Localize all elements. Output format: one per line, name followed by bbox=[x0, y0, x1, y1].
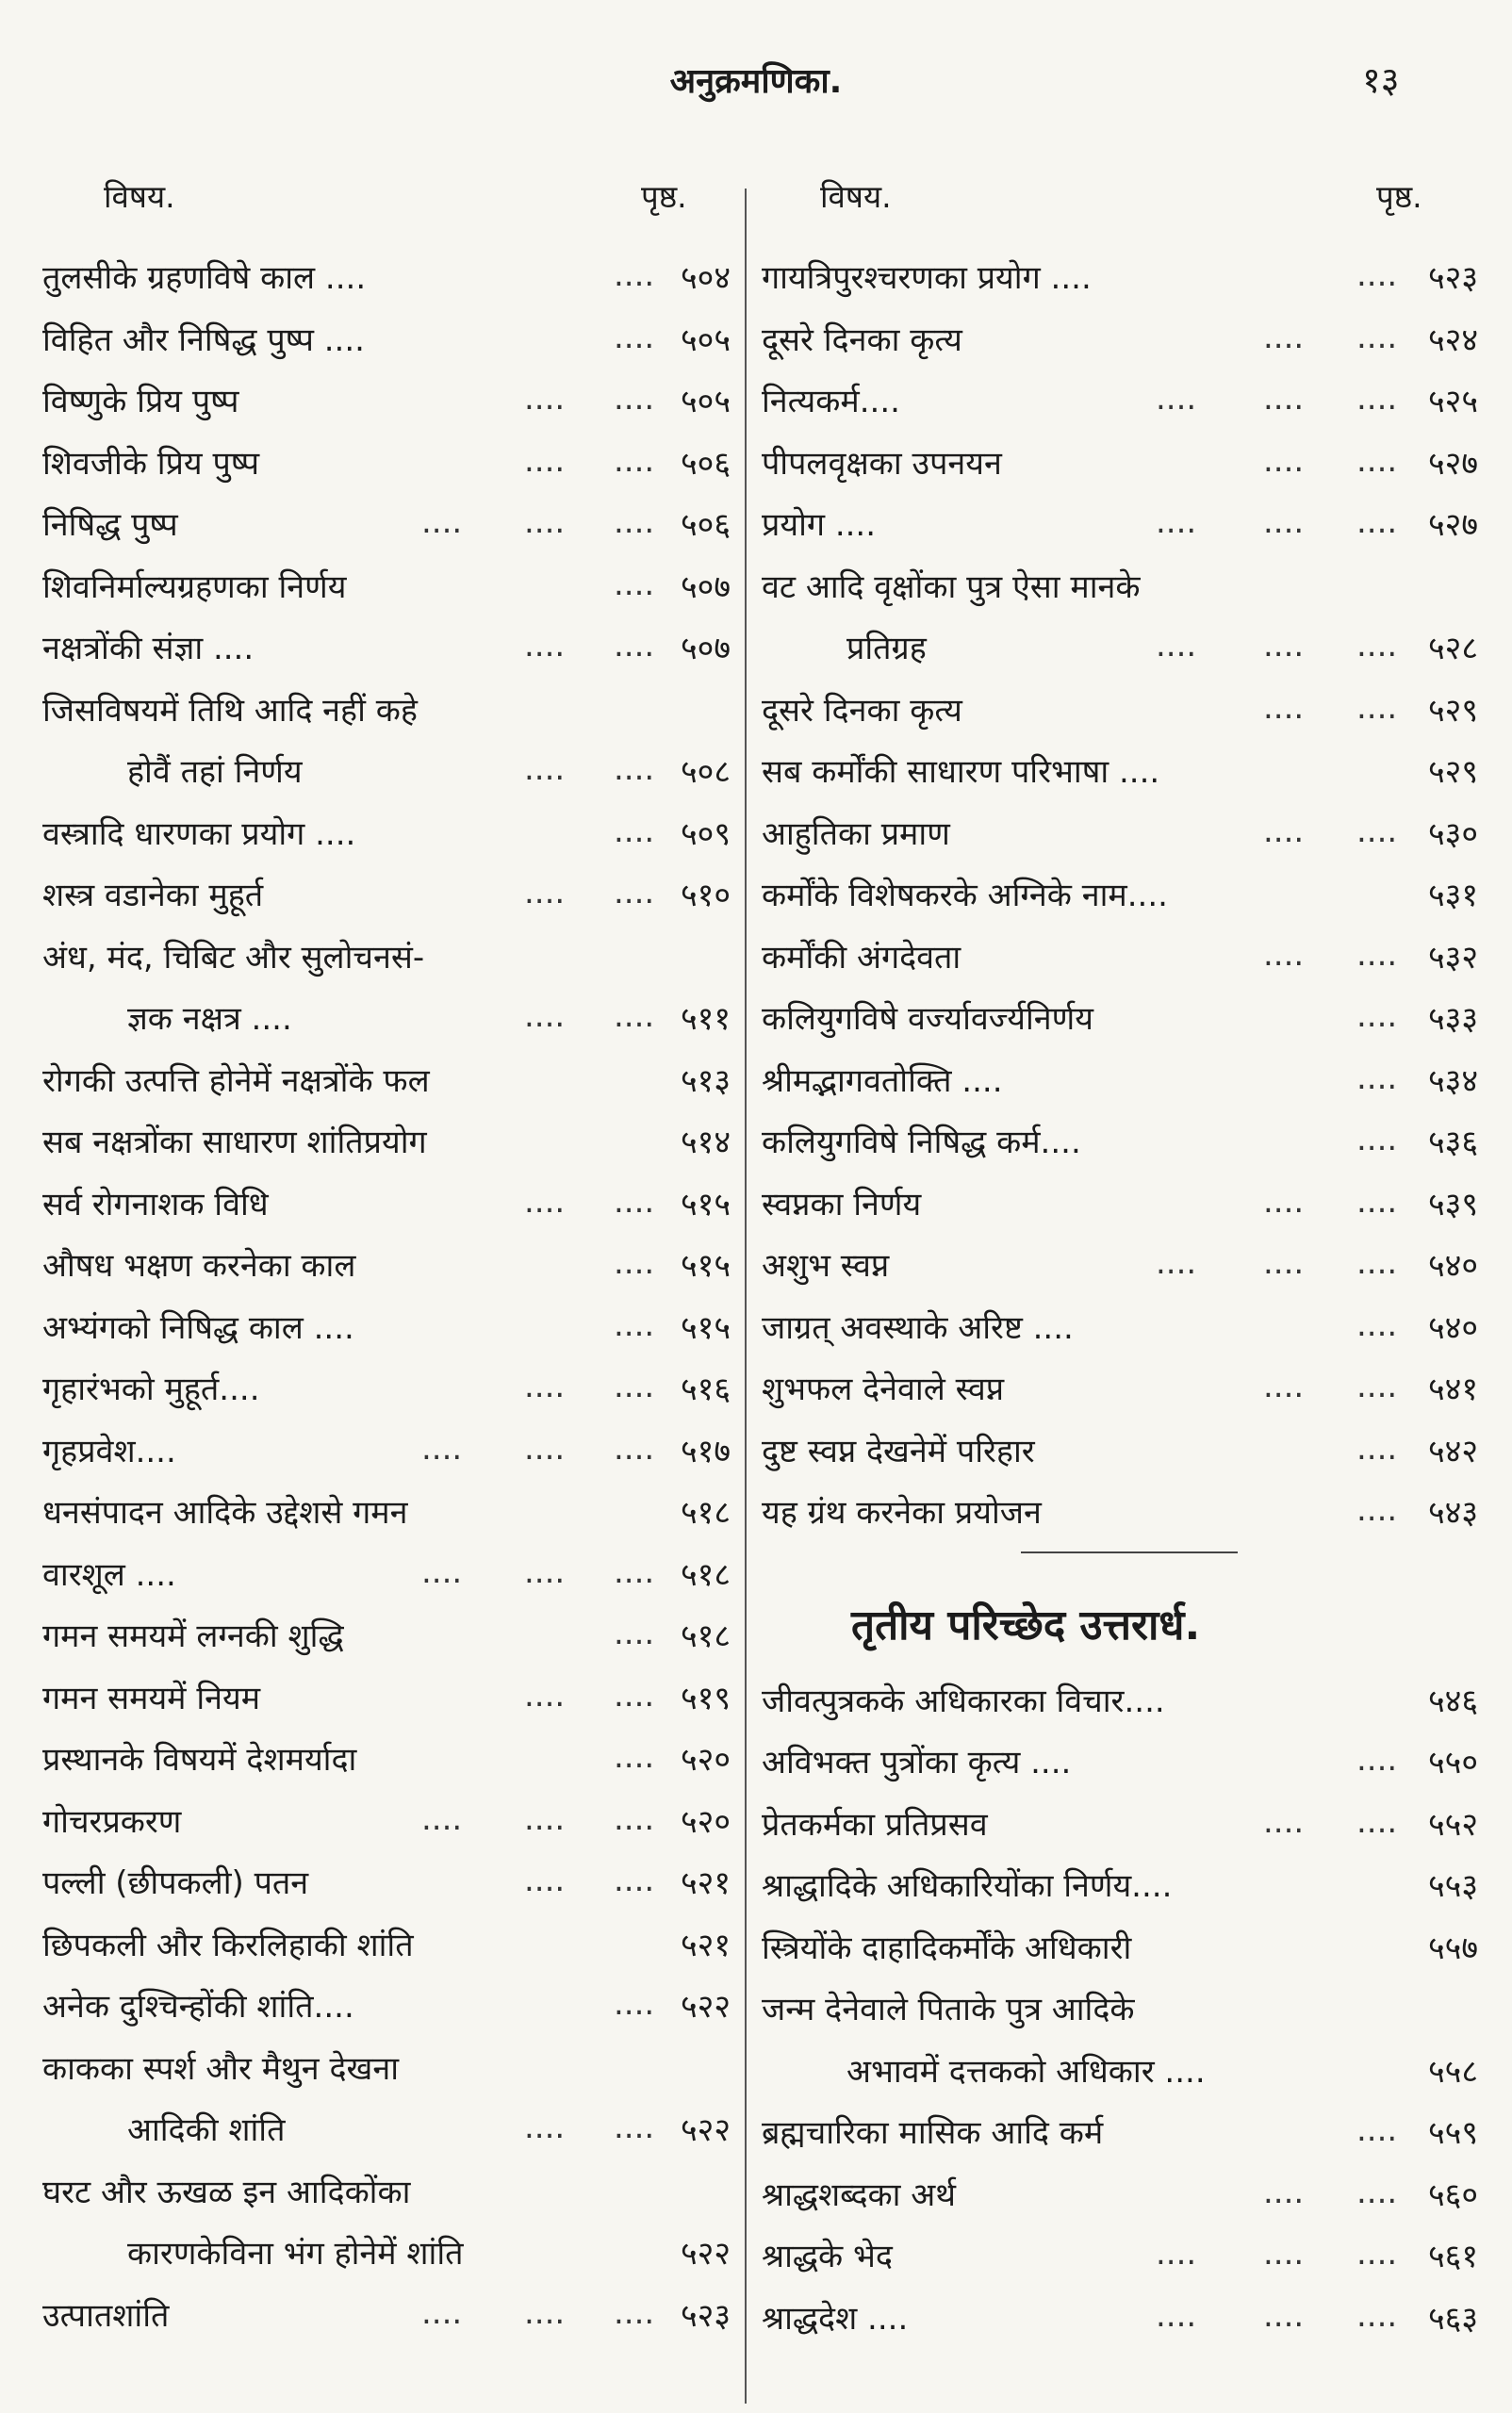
toc-entry bbox=[762, 247, 1478, 309]
toc-entry-page: ५३९ bbox=[1427, 1185, 1478, 1223]
toc-entry-page: ५०९ bbox=[680, 814, 731, 853]
toc-entry bbox=[42, 2285, 731, 2347]
toc-entry-title: स्त्रियोंके दाहादिकर्मोंके अधिकारी bbox=[762, 1929, 1132, 1967]
toc-entry-page: ५४१ bbox=[1427, 1371, 1478, 1408]
toc-entry bbox=[762, 1917, 1478, 1979]
toc-entry-title: पीपलवृक्षका उपनयन bbox=[762, 444, 1002, 483]
dot-leader: .... bbox=[1356, 2111, 1398, 2149]
toc-entry-page: ५१९ bbox=[680, 1679, 731, 1717]
toc-entry bbox=[42, 556, 731, 618]
toc-entry bbox=[42, 1852, 731, 1914]
dot-leader: .... bbox=[614, 1862, 655, 1899]
toc-entry bbox=[762, 1482, 1478, 1544]
toc-entry-page: ५४२ bbox=[1427, 1432, 1478, 1470]
toc-entry-page: ५२५ bbox=[1427, 383, 1478, 420]
toc-entry bbox=[42, 1729, 731, 1791]
toc-entry-page: ५२० bbox=[680, 1802, 731, 1841]
toc-entry-title: वारशूल .... bbox=[42, 1555, 176, 1594]
dot-leader: .... bbox=[524, 1799, 566, 1838]
toc-entry bbox=[42, 1791, 731, 1853]
toc-entry-title: उत्पातशांति bbox=[42, 2296, 170, 2335]
dot-leader: .... bbox=[524, 2109, 566, 2146]
toc-entry-page: ५५० bbox=[1427, 1744, 1478, 1781]
dot-leader: .... bbox=[1263, 2296, 1305, 2335]
toc-entry-page: ५६३ bbox=[1427, 2299, 1478, 2338]
toc-entry-title: विहित और निषिद्ध पुष्प .... bbox=[42, 320, 365, 359]
dot-leader: .... bbox=[1156, 2235, 1197, 2273]
toc-entry-title: जन्म देनेवाले पिताके पुत्र आदिके bbox=[762, 1991, 1135, 2028]
toc-entry-title: दूसरे दिनका कृत्य bbox=[762, 691, 962, 730]
toc-entry-page: ५२२ bbox=[680, 2111, 731, 2149]
dot-leader: .... bbox=[421, 1429, 463, 1468]
toc-entry bbox=[762, 741, 1478, 803]
dot-leader: .... bbox=[1356, 1244, 1398, 1282]
toc-entry-title: पल्ली (छीपकली) पतन bbox=[42, 1864, 309, 1902]
dot-leader: .... bbox=[524, 627, 566, 665]
dot-leader: .... bbox=[421, 2293, 463, 2332]
toc-entry bbox=[762, 1420, 1478, 1483]
dot-leader: .... bbox=[1263, 503, 1305, 541]
dot-leader: .... bbox=[1356, 2173, 1398, 2211]
toc-entry bbox=[42, 2223, 731, 2285]
toc-entry bbox=[762, 433, 1478, 495]
toc-entry-title: श्राद्धादिके अधिकारियोंका निर्णय.... bbox=[762, 1867, 1173, 1905]
dot-leader: .... bbox=[524, 1676, 566, 1715]
toc-entry bbox=[42, 1111, 731, 1174]
toc-entry-title: श्रीमद्भागवतोक्ति .... bbox=[762, 1061, 1003, 1100]
dot-leader: .... bbox=[614, 1368, 655, 1405]
toc-entry-page: ५३३ bbox=[1427, 1000, 1478, 1038]
dot-leader: .... bbox=[1356, 1491, 1398, 1529]
dot-leader: .... bbox=[524, 1429, 566, 1468]
toc-entry-page: ५२१ bbox=[680, 1926, 731, 1964]
toc-entry bbox=[42, 494, 731, 556]
toc-entry-page: ५४३ bbox=[1427, 1494, 1478, 1532]
toc-entry-page: ५४६ bbox=[1427, 1682, 1478, 1720]
toc-entry-title: कलियुगविषे निषिद्ध कर्म.... bbox=[762, 1124, 1081, 1161]
dot-leader: .... bbox=[1263, 1244, 1305, 1282]
toc-entry-page: ५१० bbox=[680, 877, 731, 914]
toc-entry bbox=[42, 2099, 731, 2161]
dot-leader: .... bbox=[1263, 380, 1305, 418]
dot-leader: .... bbox=[1356, 2235, 1398, 2273]
toc-entry-page: ५२७ bbox=[1427, 444, 1478, 483]
dot-leader: .... bbox=[421, 1799, 463, 1838]
dot-leader: .... bbox=[1156, 503, 1197, 541]
toc-entry-page: ५२४ bbox=[1427, 320, 1478, 359]
dot-leader: .... bbox=[614, 1429, 655, 1468]
dot-leader: .... bbox=[1156, 2296, 1197, 2335]
dot-leader: .... bbox=[1356, 997, 1398, 1035]
dot-leader: .... bbox=[1356, 441, 1398, 480]
toc-entry-page: ५१६ bbox=[680, 1371, 731, 1408]
toc-entry bbox=[42, 247, 731, 309]
dot-leader: .... bbox=[421, 503, 463, 541]
dot-leader: .... bbox=[1356, 1059, 1398, 1097]
dot-leader: .... bbox=[1356, 318, 1398, 356]
dot-leader: .... bbox=[614, 2109, 655, 2146]
toc-entry-page: ५१८ bbox=[680, 1494, 731, 1532]
toc-entry-title: अनेक दुश्चिन्होंकी शांति.... bbox=[42, 1988, 354, 2026]
toc-entry-title: तुलसीके ग्रहणविषे काल .... bbox=[42, 259, 367, 297]
toc-entry bbox=[762, 1855, 1478, 1917]
toc-entry-title: जीवत्पुत्रकके अधिकारका विचार.... bbox=[762, 1682, 1165, 1720]
toc-entry bbox=[42, 1914, 731, 1977]
toc-entry-page: ५४० bbox=[1427, 1308, 1478, 1347]
toc-entry bbox=[42, 864, 731, 927]
toc-entry bbox=[762, 2164, 1478, 2226]
toc-entry-title: छिपकली और किरलिहाकी शांति bbox=[42, 1926, 414, 1964]
dot-leader: .... bbox=[1263, 1182, 1305, 1221]
dot-leader: .... bbox=[1263, 318, 1305, 356]
toc-entry-title: सर्व रोगनाशक विधि bbox=[42, 1185, 269, 1223]
toc-entry bbox=[42, 1976, 731, 2038]
dot-leader: .... bbox=[1356, 1121, 1398, 1158]
toc-entry bbox=[762, 803, 1478, 865]
toc-entry-title: कलियुगविषे वर्ज्यावर्ज्यनिर्णय bbox=[762, 1000, 1093, 1038]
toc-entry-page: ५१५ bbox=[680, 1185, 731, 1223]
dot-leader: .... bbox=[614, 812, 655, 850]
toc-entry-title: प्रतिग्रह bbox=[846, 630, 927, 667]
toc-entry-title: अभावमें दत्तकको अधिकार .... bbox=[846, 2052, 1206, 2091]
toc-entry bbox=[42, 1667, 731, 1730]
dot-leader: .... bbox=[614, 1305, 655, 1344]
toc-entry-title: जिसविषयमें तिथि आदि नहीं कहे bbox=[42, 691, 418, 730]
column-divider bbox=[745, 189, 747, 2404]
toc-entry bbox=[762, 370, 1478, 433]
toc-entry-title: गमन समयमें नियम bbox=[42, 1679, 261, 1717]
toc-entry-title: वट आदि वृक्षोंका पुत्र ऐसा मानके bbox=[762, 567, 1141, 606]
toc-entry-title: दुष्ट स्वप्न देखनेमें परिहार bbox=[762, 1432, 1035, 1470]
dot-leader: .... bbox=[614, 750, 655, 788]
toc-entry-page: ५१८ bbox=[680, 1555, 731, 1594]
right-entries-before-section bbox=[762, 247, 1478, 1544]
toc-entry bbox=[762, 864, 1478, 927]
toc-entry-page: ५१७ bbox=[680, 1432, 731, 1470]
toc-entry-page: ५२३ bbox=[1427, 259, 1478, 297]
toc-entry bbox=[762, 1978, 1478, 2041]
toc-entry bbox=[42, 370, 731, 433]
dot-leader: .... bbox=[1356, 1182, 1398, 1221]
toc-entry bbox=[762, 680, 1478, 742]
toc-entry bbox=[42, 617, 731, 680]
toc-entry bbox=[42, 309, 731, 371]
toc-entry-title: गायत्रिपुरश्चरणका प्रयोग .... bbox=[762, 259, 1092, 297]
toc-entry bbox=[42, 1235, 731, 1297]
dot-leader: .... bbox=[1263, 627, 1305, 665]
toc-entry bbox=[42, 1358, 731, 1420]
dot-leader: .... bbox=[524, 1368, 566, 1405]
dot-leader: .... bbox=[1263, 1368, 1305, 1405]
toc-entry bbox=[42, 1544, 731, 1606]
toc-entry-title: विष्णुके प्रिय पुष्प bbox=[42, 383, 239, 420]
toc-entry-page: ५३६ bbox=[1427, 1124, 1478, 1161]
dot-leader: .... bbox=[524, 503, 566, 541]
dot-leader: .... bbox=[614, 627, 655, 665]
toc-entry-page: ५०६ bbox=[680, 506, 731, 544]
dot-leader: .... bbox=[1263, 688, 1305, 727]
toc-entry-page: ५०७ bbox=[680, 567, 731, 606]
dot-leader: .... bbox=[1356, 1368, 1398, 1405]
toc-entry-page: ५०५ bbox=[680, 383, 731, 420]
dot-leader: .... bbox=[1263, 812, 1305, 850]
toc-entry-title: यह ग्रंथ करनेका प्रयोजन bbox=[762, 1494, 1042, 1532]
toc-entry bbox=[762, 494, 1478, 556]
dot-leader: .... bbox=[421, 1552, 463, 1591]
dot-leader: .... bbox=[524, 380, 566, 418]
toc-entry-title: श्राद्धके भेद bbox=[762, 2238, 893, 2275]
toc-entry bbox=[42, 927, 731, 989]
dot-leader: .... bbox=[614, 2293, 655, 2332]
toc-entry-page: ५५२ bbox=[1427, 1805, 1478, 1844]
toc-entry bbox=[762, 1732, 1478, 1794]
dot-leader: .... bbox=[1356, 380, 1398, 418]
right-entries-after-section bbox=[762, 1670, 1478, 2350]
toc-entry-page: ५०६ bbox=[680, 444, 731, 483]
dot-leader: .... bbox=[1356, 256, 1398, 294]
toc-entry bbox=[42, 803, 731, 865]
toc-entry-title: धनसंपादन आदिके उद्देशसे गमन bbox=[42, 1494, 408, 1532]
toc-entry-page: ५२८ bbox=[1427, 630, 1478, 667]
toc-entry-title: निषिद्ध पुष्प bbox=[42, 506, 178, 544]
toc-entry-title: स्वप्नका निर्णय bbox=[762, 1185, 922, 1223]
dot-leader: .... bbox=[524, 1862, 566, 1899]
toc-entry-title: काकका स्पर्श और मैथुन देखना bbox=[42, 2049, 399, 2088]
dot-leader: .... bbox=[614, 1799, 655, 1838]
toc-entry-title: प्रयोग .... bbox=[762, 506, 877, 544]
dot-leader: .... bbox=[1263, 1802, 1305, 1841]
toc-entry-title: कारणकेविना भंग होनेमें शांति bbox=[127, 2235, 464, 2273]
dot-leader: .... bbox=[1356, 935, 1398, 974]
dot-leader: .... bbox=[524, 441, 566, 480]
toc-entry-title: कर्मोंके विशेषकरके अग्निके नाम.... bbox=[762, 877, 1168, 914]
toc-entry-page: ५२२ bbox=[680, 2235, 731, 2273]
dot-leader: .... bbox=[614, 874, 655, 911]
toc-entry bbox=[42, 1605, 731, 1667]
toc-entry bbox=[42, 2161, 731, 2224]
dot-leader: .... bbox=[614, 565, 655, 603]
toc-entry-page: ५०४ bbox=[680, 259, 731, 297]
toc-entry-page: ५६१ bbox=[1427, 2238, 1478, 2275]
toc-entry-title: अविभक्त पुत्रोंका कृत्य .... bbox=[762, 1744, 1072, 1781]
toc-entry bbox=[762, 2102, 1478, 2164]
toc-entry-page: ५२३ bbox=[680, 2296, 731, 2335]
toc-entry bbox=[762, 1670, 1478, 1732]
toc-entry bbox=[762, 2225, 1478, 2288]
dot-leader: .... bbox=[1263, 2235, 1305, 2273]
toc-entry-page: ५०७ bbox=[680, 630, 731, 667]
toc-entry-title: होवैं तहां निर्णय bbox=[127, 753, 303, 791]
toc-entry bbox=[42, 1050, 731, 1112]
toc-entry bbox=[762, 1794, 1478, 1856]
toc-entry-page: ५३१ bbox=[1427, 877, 1478, 914]
toc-entry-title: शुभफल देनेवाले स्वप्न bbox=[762, 1371, 1005, 1408]
toc-entry bbox=[762, 1111, 1478, 1174]
dot-leader: .... bbox=[614, 1985, 655, 2023]
toc-entry bbox=[762, 617, 1478, 680]
toc-entry-title: प्रेतकर्मका प्रतिप्रसव bbox=[762, 1805, 988, 1844]
toc-entry bbox=[42, 1482, 731, 1544]
toc-entry-title: श्राद्धशब्दका अर्थ bbox=[762, 2175, 956, 2214]
toc-entry-title: औषध भक्षण करनेका काल bbox=[42, 1247, 356, 1285]
toc-entry-page: ५३२ bbox=[1427, 938, 1478, 977]
toc-entry-page: ५५७ bbox=[1427, 1929, 1478, 1967]
right-heading-subject: विषय. bbox=[820, 178, 892, 215]
toc-entry-page: ५१८ bbox=[680, 1617, 731, 1655]
left-heading-subject: विषय. bbox=[104, 178, 175, 215]
toc-entry bbox=[762, 1235, 1478, 1297]
toc-entry-title: सब कर्मोंकी साधारण परिभाषा .... bbox=[762, 753, 1160, 791]
toc-entry-title: अंध, मंद, चिबिट और सुलोचनसं- bbox=[42, 938, 425, 977]
page-number: १३ bbox=[1362, 59, 1400, 101]
toc-entry bbox=[42, 433, 731, 495]
dot-leader: .... bbox=[614, 256, 655, 294]
toc-entry-page: ५०५ bbox=[680, 320, 731, 359]
toc-entry-title: शस्त्र वडानेका मुहूर्त bbox=[42, 877, 264, 914]
toc-entry-title: शिवनिर्माल्यग्रहणका निर्णय bbox=[42, 567, 347, 606]
toc-entry bbox=[762, 1358, 1478, 1420]
toc-entry-page: ५१४ bbox=[680, 1124, 731, 1161]
toc-entry bbox=[42, 1420, 731, 1483]
section-heading-text: तृतीय परिच्छेद उत्तरार्ध. bbox=[851, 1600, 1201, 1650]
toc-entry bbox=[762, 309, 1478, 371]
toc-entry-page: ५११ bbox=[680, 1000, 731, 1038]
dot-leader: .... bbox=[1356, 688, 1398, 727]
toc-entry bbox=[42, 2038, 731, 2100]
toc-entry-page: ५५८ bbox=[1427, 2052, 1478, 2091]
toc-entry-page: ५१३ bbox=[680, 1061, 731, 1100]
dot-leader: .... bbox=[524, 874, 566, 911]
dot-leader: .... bbox=[614, 1552, 655, 1591]
toc-entry-page: ५३४ bbox=[1427, 1061, 1478, 1100]
toc-entry-title: नक्षत्रोंकी संज्ञा .... bbox=[42, 630, 255, 667]
dot-leader: .... bbox=[1356, 1802, 1398, 1841]
dot-leader: .... bbox=[614, 1676, 655, 1715]
toc-entry-title: रोगकी उत्पत्ति होनेमें नक्षत्रोंके फल bbox=[42, 1061, 430, 1100]
toc-entry-title: श्राद्धदेश .... bbox=[762, 2299, 909, 2338]
toc-entry-title: नित्यकर्म.... bbox=[762, 383, 900, 420]
dot-leader: .... bbox=[614, 1615, 655, 1652]
toc-entry-title: गोचरप्रकरण bbox=[42, 1802, 182, 1841]
dot-leader: .... bbox=[524, 1182, 566, 1221]
toc-entry-title: प्रस्थानके विषयमें देशमर्यादा bbox=[42, 1741, 357, 1779]
toc-entry bbox=[762, 1050, 1478, 1112]
toc-entry bbox=[762, 556, 1478, 618]
toc-entry bbox=[762, 988, 1478, 1050]
toc-entry-page: ५१५ bbox=[680, 1308, 731, 1347]
dot-leader: .... bbox=[1356, 1429, 1398, 1468]
toc-entry-title: अशुभ स्वप्न bbox=[762, 1247, 890, 1285]
toc-entry bbox=[42, 1297, 731, 1359]
dot-leader: .... bbox=[1263, 2173, 1305, 2211]
dot-leader: .... bbox=[524, 997, 566, 1035]
dot-leader: .... bbox=[524, 1552, 566, 1591]
toc-entry-title: आहुतिका प्रमाण bbox=[762, 814, 950, 853]
dot-leader: .... bbox=[1156, 1244, 1197, 1282]
dot-leader: .... bbox=[614, 503, 655, 541]
left-column bbox=[42, 247, 731, 2346]
toc-entry bbox=[42, 680, 731, 742]
dot-leader: .... bbox=[614, 1244, 655, 1282]
left-heading-page: पृष्ठ. bbox=[641, 178, 687, 215]
dot-leader: .... bbox=[1263, 441, 1305, 480]
toc-entry-title: कर्मोंकी अंगदेवता bbox=[762, 938, 961, 977]
toc-entry-page: ५५३ bbox=[1427, 1867, 1478, 1905]
toc-entry-title: घरट और ऊखळ इन आदिकोंका bbox=[42, 2173, 411, 2211]
dot-leader: .... bbox=[1356, 1305, 1398, 1344]
dot-leader: .... bbox=[524, 2293, 566, 2332]
toc-entry-page: ५२९ bbox=[1427, 691, 1478, 730]
toc-entry-page: ५२९ bbox=[1427, 753, 1478, 791]
running-title: अनुक्रमणिका. bbox=[669, 62, 843, 101]
toc-entry-page: ५२२ bbox=[680, 1988, 731, 2026]
dot-leader: .... bbox=[1156, 627, 1197, 665]
toc-entry-page: ५२१ bbox=[680, 1864, 731, 1902]
dot-leader: .... bbox=[1356, 812, 1398, 850]
toc-entry-page: ५२० bbox=[680, 1741, 731, 1779]
toc-entry-title: गृहारंभको मुहूर्त.... bbox=[42, 1371, 260, 1408]
toc-entry bbox=[762, 927, 1478, 989]
toc-entry-title: आदिकी शांति bbox=[127, 2111, 286, 2149]
toc-entry-title: अभ्यंगको निषिद्ध काल .... bbox=[42, 1308, 354, 1347]
toc-entry bbox=[762, 1174, 1478, 1236]
toc-entry-title: शिवजीके प्रिय पुष्प bbox=[42, 444, 260, 483]
section-heading bbox=[762, 1567, 1478, 1670]
toc-entry-title: दूसरे दिनका कृत्य bbox=[762, 320, 962, 359]
toc-entry-page: ५०८ bbox=[680, 753, 731, 791]
dot-leader: .... bbox=[614, 1738, 655, 1776]
right-heading-page: पृष्ठ. bbox=[1376, 178, 1422, 215]
toc-entry bbox=[42, 1174, 731, 1236]
dot-leader: .... bbox=[614, 380, 655, 418]
toc-entry-page: ५४० bbox=[1427, 1247, 1478, 1285]
dot-leader: .... bbox=[1356, 627, 1398, 665]
dot-leader: .... bbox=[1263, 935, 1305, 974]
toc-entry-page: ५५९ bbox=[1427, 2114, 1478, 2152]
dot-leader: .... bbox=[524, 750, 566, 788]
toc-entry-title: ज्ञक नक्षत्र .... bbox=[127, 1000, 292, 1038]
toc-entry-title: सब नक्षत्रोंका साधारण शांतिप्रयोग bbox=[42, 1124, 427, 1161]
dot-leader: .... bbox=[1356, 2296, 1398, 2335]
toc-entry-title: वस्त्रादि धारणका प्रयोग .... bbox=[42, 814, 356, 853]
toc-entry bbox=[762, 2041, 1478, 2103]
toc-entry-page: ५१५ bbox=[680, 1247, 731, 1285]
dot-leader: .... bbox=[614, 997, 655, 1035]
dot-leader: .... bbox=[614, 1182, 655, 1221]
dot-leader: .... bbox=[1356, 1741, 1398, 1779]
toc-entry-title: ब्रह्मचारिका मासिक आदि कर्म bbox=[762, 2114, 1104, 2152]
toc-entry bbox=[762, 2288, 1478, 2350]
right-column bbox=[762, 247, 1478, 2349]
toc-entry-page: ५६० bbox=[1427, 2175, 1478, 2214]
section-divider-rule bbox=[762, 1544, 1478, 1567]
dot-leader: .... bbox=[614, 318, 655, 356]
toc-entry-page: ५३० bbox=[1427, 814, 1478, 853]
toc-entry-page: ५२७ bbox=[1427, 506, 1478, 544]
toc-entry-title: जाग्रत् अवस्थाके अरिष्ट .... bbox=[762, 1308, 1074, 1347]
toc-entry-title: गमन समयमें लग्नकी शुद्धि bbox=[42, 1617, 344, 1655]
toc-entry bbox=[762, 1297, 1478, 1359]
toc-entry bbox=[42, 988, 731, 1050]
dot-leader: .... bbox=[614, 441, 655, 480]
dot-leader: .... bbox=[1156, 380, 1197, 418]
toc-entry bbox=[42, 741, 731, 803]
toc-entry-title: गृहप्रवेश.... bbox=[42, 1432, 176, 1470]
dot-leader: .... bbox=[1356, 503, 1398, 541]
